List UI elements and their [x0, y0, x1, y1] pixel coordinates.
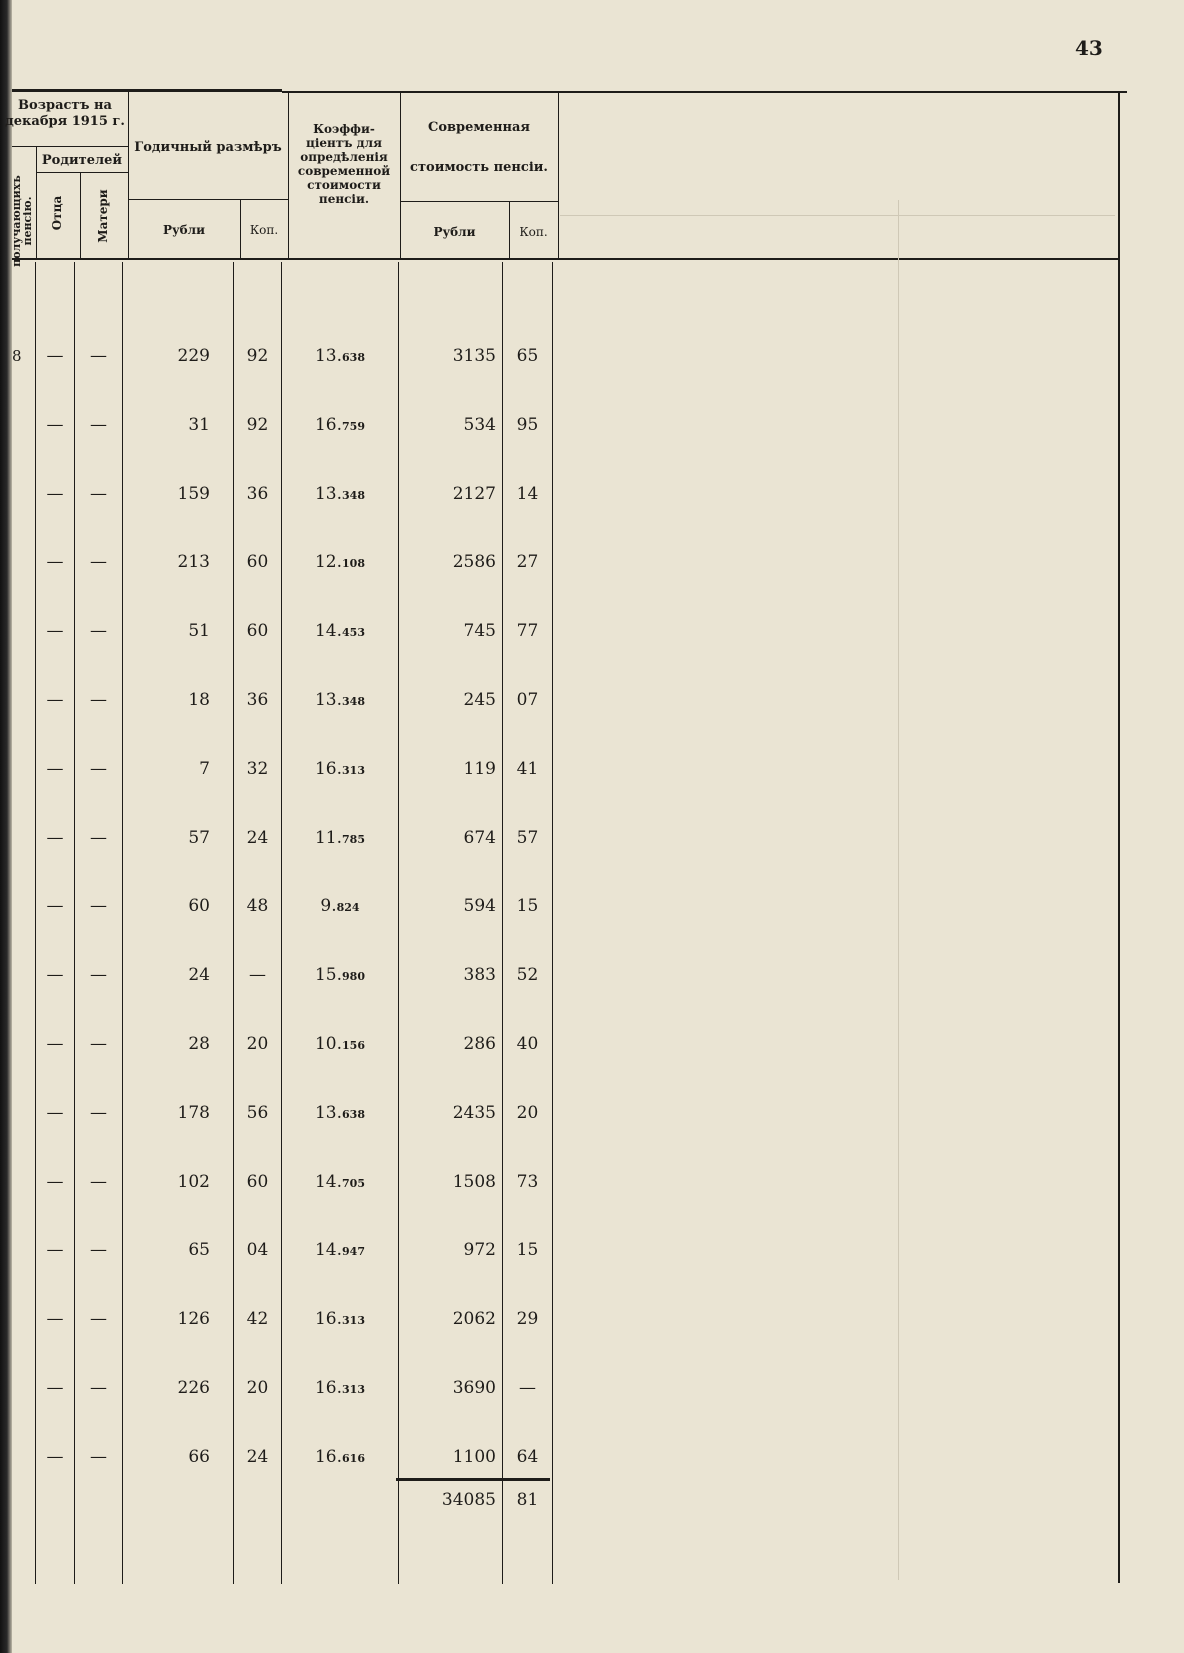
mother-cell: — [90, 1240, 107, 1260]
value-rubles-cell: 2127 [452, 484, 496, 504]
mother-cell: — [90, 896, 107, 916]
annual-kopecks-cell: 36 [246, 484, 269, 504]
mother-cell: — [90, 415, 107, 435]
annual-rubles-cell: 226 [177, 1378, 210, 1398]
annual-rubles-cell: 102 [177, 1172, 210, 1192]
father-cell: — [46, 346, 64, 366]
coefficient-fraction: 980 [342, 970, 365, 983]
coefficient-integer: 13. [314, 484, 343, 504]
mother-cell: — [90, 484, 107, 504]
annual-kopecks-cell: 24 [246, 1447, 269, 1467]
value-kopecks-cell: 95 [516, 415, 539, 435]
mother-cell: — [90, 552, 107, 572]
father-cell: — [46, 759, 64, 779]
annual-rubles-cell: 213 [177, 552, 210, 572]
coefficient-cell [282, 1378, 398, 1400]
mother-cell: — [90, 828, 107, 848]
coefficient-fraction: 759 [342, 420, 365, 433]
annual-kopecks-cell: 04 [246, 1240, 269, 1260]
annual-rubles-cell: 51 [188, 621, 210, 641]
value-kopecks-cell: 14 [516, 484, 539, 504]
father-cell: — [46, 415, 64, 435]
age-sub-rule [12, 146, 128, 147]
annual-kopecks-cell: 56 [246, 1103, 269, 1123]
father-cell: — [46, 1172, 64, 1192]
age-header-line2: декабря 1915 г. [5, 114, 125, 129]
coefficient-cell [282, 759, 398, 781]
total-value-rubles: 34085 [441, 1490, 496, 1510]
father-cell: — [46, 552, 64, 572]
coefficient-cell [282, 346, 398, 368]
body-v-398 [398, 262, 399, 1584]
value-kopecks-cell: 29 [516, 1309, 539, 1329]
body-v-552 [552, 262, 553, 1584]
coefficient-integer: 16. [314, 1309, 343, 1329]
annual-rubles-cell: 18 [188, 690, 210, 710]
value-kopecks-cell: 41 [516, 759, 539, 779]
coefficient-integer: 15. [314, 965, 343, 985]
mother-cell: — [90, 1172, 107, 1192]
annual-rubles-cell: 229 [177, 346, 210, 366]
value-rubles-cell: 3135 [452, 346, 496, 366]
annual-kopecks-header: Коп. [249, 223, 279, 237]
father-cell: — [46, 965, 64, 985]
father-cell: — [46, 1103, 64, 1123]
coef-line1: Коэффи- [313, 122, 375, 136]
coefficient-integer: 12. [314, 552, 343, 572]
value-kopecks-cell: 65 [516, 346, 539, 366]
mother-cell: — [90, 965, 107, 985]
value-kopecks-header: Коп. [519, 225, 548, 239]
total-value-kopecks: 81 [516, 1490, 539, 1510]
annual-rubles-cell: 31 [188, 415, 210, 435]
coef-line3: опредѣленія [300, 150, 388, 164]
value-rubles-cell: 286 [463, 1034, 496, 1054]
value-kopecks-cell: 77 [516, 621, 539, 641]
annual-kopecks-cell: 20 [246, 1378, 269, 1398]
coef-line6: пенсіи. [318, 192, 370, 206]
coefficient-integer: 9. [320, 896, 337, 916]
hdr-v-558 [558, 92, 559, 258]
annual-kopecks-cell: 48 [246, 896, 269, 916]
mother-cell: — [90, 690, 107, 710]
coefficient-fraction: 638 [342, 1108, 365, 1121]
annual-rubles-cell: 66 [188, 1447, 210, 1467]
coefficient-fraction: 156 [342, 1039, 365, 1052]
cut-column-header-text: получающихъ пенсію. [10, 175, 34, 267]
value-rubles-cell: 2435 [452, 1103, 496, 1123]
age-header [2, 98, 128, 130]
age-header-line1: Возрастъ на [18, 98, 112, 113]
father-cell: — [46, 621, 64, 641]
mother-cell: — [90, 1447, 107, 1467]
mother-cell: — [90, 1378, 107, 1398]
father-header: Отца [50, 195, 64, 231]
parents-header: Родителей [41, 153, 123, 168]
bleed-through-rule-2 [560, 215, 1115, 216]
mother-cell: — [90, 621, 107, 641]
value-kopecks-cell: 57 [516, 828, 539, 848]
coefficient-fraction: 638 [342, 351, 365, 364]
coefficient-integer: 13. [314, 1103, 343, 1123]
mother-cell: — [90, 346, 107, 366]
annual-kopecks-cell: 32 [246, 759, 269, 779]
value-header-line1: Современная [427, 120, 531, 135]
coefficient-cell [282, 896, 398, 918]
value-kopecks-cell: 73 [516, 1172, 539, 1192]
value-rubles-cell: 245 [463, 690, 496, 710]
value-kopecks-cell: — [519, 1378, 536, 1398]
coefficient-fraction: 313 [342, 764, 365, 777]
coefficient-cell [282, 1240, 398, 1262]
mother-cell: — [90, 1034, 107, 1054]
body-v-122 [122, 262, 123, 1584]
annual-rubles-cell: 24 [188, 965, 210, 985]
father-cell: — [46, 690, 64, 710]
annual-kopecks-cell: 60 [246, 621, 269, 641]
annual-kopecks-cell: 20 [246, 1034, 269, 1054]
annual-rubles-cell: 126 [177, 1309, 210, 1329]
value-rubles-cell: 119 [463, 759, 496, 779]
coef-line4: современной [297, 164, 391, 178]
mother-cell: — [90, 1309, 107, 1329]
value-rubles-header: Рубли [433, 225, 476, 239]
coefficient-cell [282, 1309, 398, 1331]
coefficient-fraction: 108 [342, 557, 365, 570]
annual-kopecks-cell: 60 [246, 552, 269, 572]
coefficient-cell [282, 621, 398, 643]
right-border [1118, 93, 1120, 1583]
mother-cell: — [90, 1103, 107, 1123]
father-cell: — [46, 1378, 64, 1398]
value-rubles-cell: 1100 [452, 1447, 496, 1467]
annual-header: Годичный размѣръ [134, 140, 282, 155]
coefficient-integer: 14. [314, 1172, 343, 1192]
coefficient-fraction: 313 [342, 1383, 365, 1396]
value-rubles-cell: 2062 [452, 1309, 496, 1329]
annual-rubles-cell: 178 [177, 1103, 210, 1123]
father-cell: — [46, 828, 64, 848]
value-rubles-cell: 594 [463, 896, 496, 916]
coefficient-cell [282, 828, 398, 850]
coef-line5: стоимости [307, 178, 381, 192]
value-rubles-cell: 383 [463, 965, 496, 985]
value-rubles-cell: 534 [463, 415, 496, 435]
cut-column-header [10, 175, 34, 270]
value-rubles-cell: 745 [463, 621, 496, 641]
annual-rubles-cell: 57 [188, 828, 210, 848]
value-sub-rule [400, 201, 558, 202]
value-rubles-cell: 1508 [452, 1172, 496, 1192]
value-kopecks-cell: 20 [516, 1103, 539, 1123]
coefficient-integer: 10. [314, 1034, 343, 1054]
annual-rubles-cell: 60 [188, 896, 210, 916]
annual-kopecks-cell: 92 [246, 415, 269, 435]
annual-rubles-cell: 7 [199, 759, 210, 779]
coefficient-integer: 14. [314, 1240, 343, 1260]
coefficient-fraction: 824 [336, 901, 360, 914]
value-header-line2: стоимость пенсіи. [410, 160, 548, 175]
coefficient-fraction: 453 [342, 626, 365, 639]
top-rule-left [12, 89, 282, 92]
father-cell: — [46, 896, 64, 916]
coefficient-integer: 14. [314, 621, 343, 641]
value-rubles-cell: 674 [463, 828, 496, 848]
value-kopecks-cell: 64 [516, 1447, 539, 1467]
father-cell: — [46, 1309, 64, 1329]
cut-off-edge-digit: 8 [12, 347, 22, 365]
annual-kopecks-cell: 60 [246, 1172, 269, 1192]
mother-cell: — [90, 759, 107, 779]
annual-kopecks-cell: 92 [246, 346, 269, 366]
coefficient-fraction: 616 [342, 1452, 365, 1465]
coefficient-fraction: 348 [342, 695, 365, 708]
total-rule [396, 1478, 550, 1481]
coefficient-header [288, 122, 400, 206]
coefficient-fraction: 947 [342, 1245, 365, 1258]
coefficient-integer: 13. [314, 346, 343, 366]
coefficient-integer: 11. [314, 828, 343, 848]
annual-rubles-cell: 28 [188, 1034, 210, 1054]
coefficient-fraction: 348 [342, 489, 365, 502]
coefficient-cell [282, 690, 398, 712]
annual-kopecks-cell: 24 [246, 828, 269, 848]
coefficient-cell [282, 484, 398, 506]
value-kopecks-cell: 40 [516, 1034, 539, 1054]
father-cell: — [46, 1034, 64, 1054]
father-cell: — [46, 484, 64, 504]
coefficient-cell [282, 1103, 398, 1125]
coefficient-fraction: 705 [342, 1177, 365, 1190]
coefficient-integer: 16. [314, 415, 343, 435]
coefficient-integer: 16. [314, 759, 343, 779]
father-cell: — [46, 1447, 64, 1467]
annual-sub-rule [128, 199, 288, 200]
value-kopecks-cell: 27 [516, 552, 539, 572]
annual-rubles-cell: 65 [188, 1240, 210, 1260]
value-rubles-cell: 2586 [452, 552, 496, 572]
bleed-through-rule [898, 200, 899, 1580]
annual-kopecks-cell: — [249, 965, 266, 985]
annual-rubles-cell: 159 [177, 484, 210, 504]
value-kopecks-cell: 07 [516, 690, 539, 710]
coefficient-fraction: 313 [342, 1314, 365, 1327]
annual-kopecks-cell: 42 [246, 1309, 269, 1329]
annual-rubles-header: Рубли [162, 223, 206, 237]
coefficient-fraction: 785 [342, 833, 365, 846]
value-rubles-cell: 972 [463, 1240, 496, 1260]
coefficient-cell [282, 1172, 398, 1194]
value-kopecks-cell: 15 [516, 1240, 539, 1260]
value-kopecks-cell: 52 [516, 965, 539, 985]
coefficient-integer: 16. [314, 1378, 343, 1398]
coefficient-cell [282, 1447, 398, 1469]
value-rubles-cell: 3690 [452, 1378, 496, 1398]
coefficient-cell [282, 1034, 398, 1056]
coefficient-integer: 13. [314, 690, 343, 710]
page-number: 43 [1075, 36, 1103, 60]
header-bottom-rule [12, 258, 1120, 260]
top-rule-right [282, 91, 1127, 93]
coefficient-cell [282, 415, 398, 437]
parents-sub-rule [36, 172, 128, 173]
coef-line2: ціентъ для [306, 136, 382, 150]
coefficient-cell [282, 552, 398, 574]
value-kopecks-cell: 15 [516, 896, 539, 916]
coefficient-cell [282, 965, 398, 987]
father-cell: — [46, 1240, 64, 1260]
coefficient-integer: 16. [314, 1447, 343, 1467]
mother-header: Матери [96, 189, 110, 243]
annual-kopecks-cell: 36 [246, 690, 269, 710]
hdr-v-80 [80, 172, 81, 258]
